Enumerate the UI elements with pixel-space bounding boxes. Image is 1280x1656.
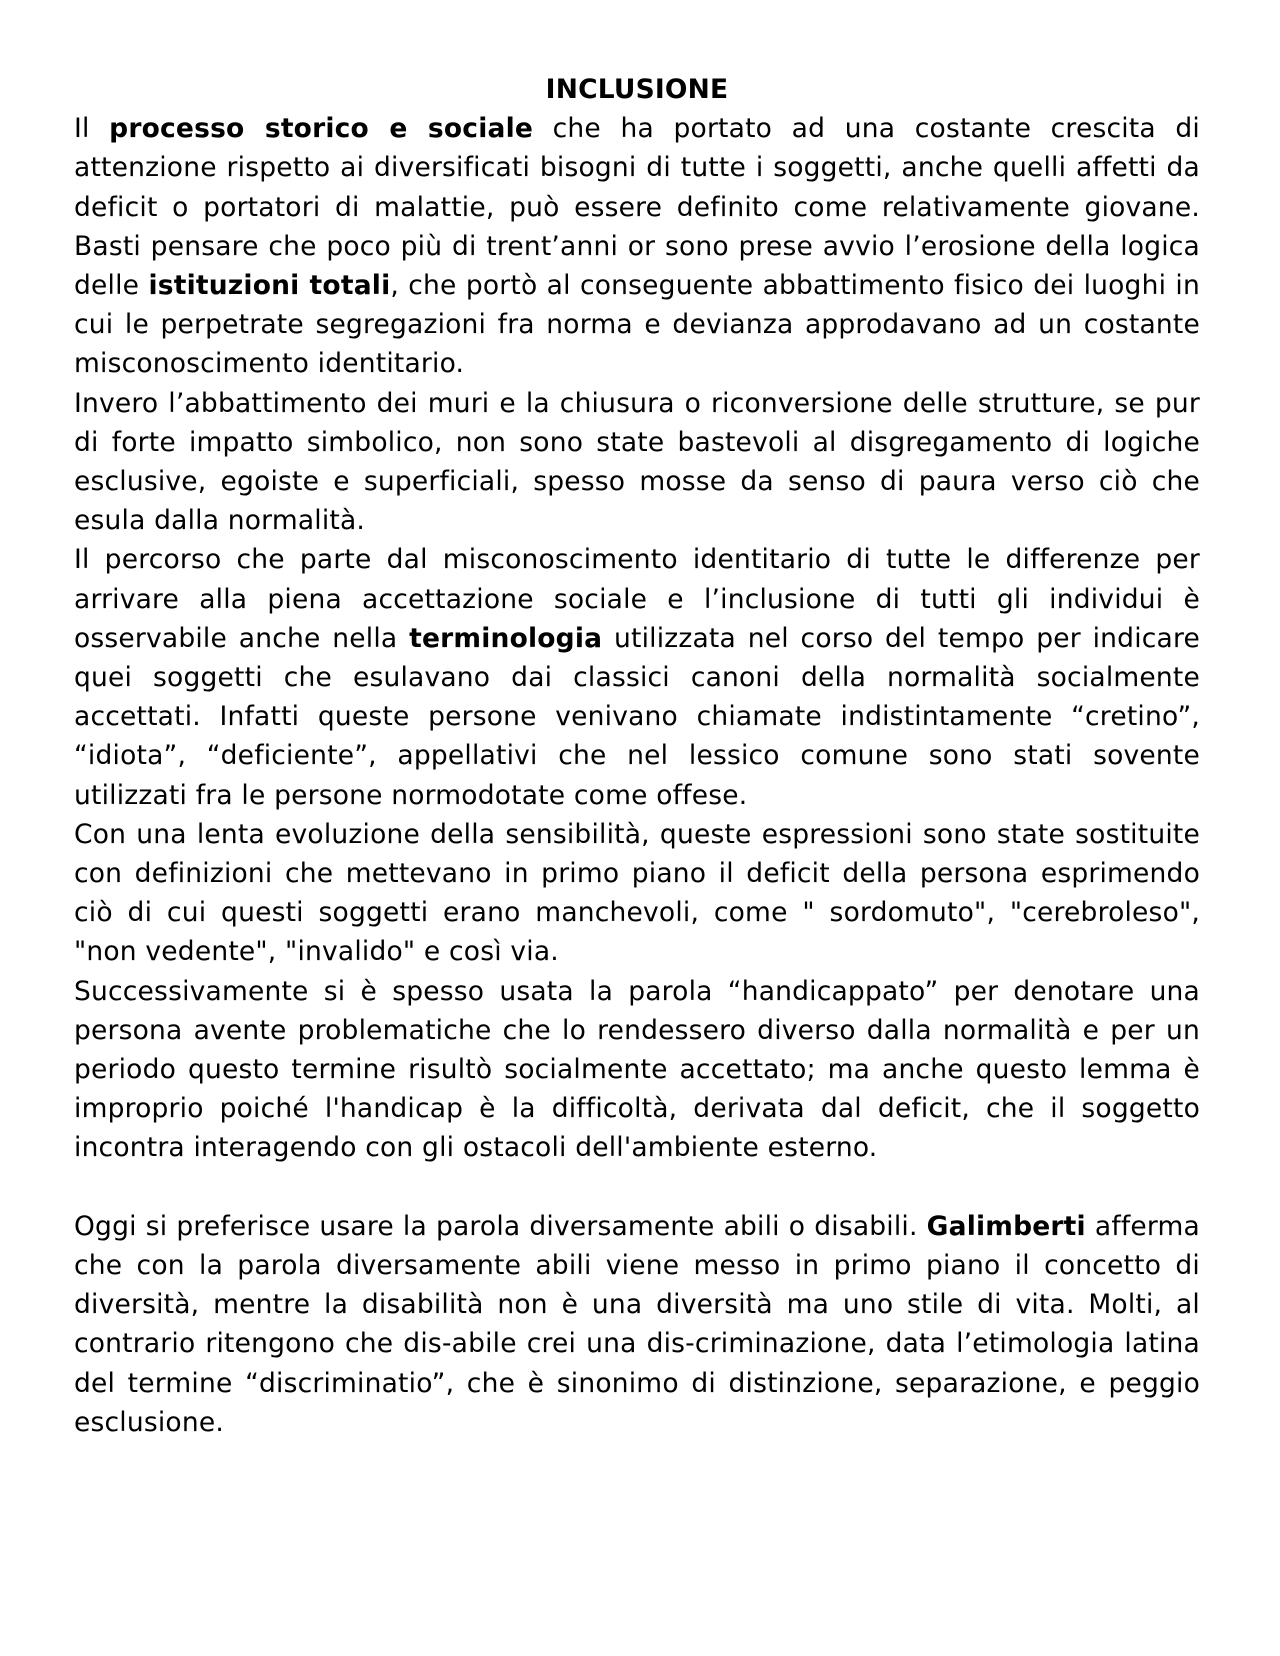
document-title: INCLUSIONE	[545, 74, 729, 105]
text-run: afferma che con la parola diversamente abili viene messo in primo piano il concetto di diversità, mentre la disabilità non è una diversità ma uno stile di vita. Molti, al contrario ritengono che dis-abile crei una dis-criminazione, data l’etimologia latina del termine “discriminatio”, che è sinonimo di distinzione, separazione, e peggio esclusione.	[74, 1210, 1200, 1438]
bold-term-terminologia: terminologia	[409, 622, 603, 654]
text-run: Il	[74, 113, 110, 145]
text-run: Invero l’abbattimento dei muri e la chiusura o riconversione delle strutture, se pur di forte impatto simbolico, non sono state bastevoli al disgregamento di logiche esclusive, egoiste e superficiali, spesso mosse da senso di paura verso ciò che esula dalla normalità.	[74, 387, 1200, 537]
text-run: Il percorso che parte dal misconoscimento identitario di tutte le differenze per arrivare alla piena accettazione sociale e l’inclusione di tutti gli individui è osservabile anche nella	[74, 544, 1200, 654]
blank-line	[74, 1168, 1200, 1207]
paragraph-6	[74, 1207, 1200, 1442]
text-run: Oggi si preferisce usare la parola diversamente abili o disabili.	[74, 1210, 927, 1242]
paragraph-5	[74, 972, 1200, 1168]
text-run: , che portò al conseguente abbattimento fisico dei luoghi in cui le perpetrate segregazioni fra norma e devianza approdavano ad un costante misconoscimento identitario.	[74, 270, 1200, 380]
bold-term-processo-storico: processo storico e sociale	[109, 113, 534, 145]
text-run: utilizzata nel corso del tempo per indicare quei soggetti che esulavano dai classici canoni della normalità socialmente accettati. Infatti queste persone venivano chiamate indistintamente “cretino”, “idiota”, “deficiente”, appellativi che nel lessico comune sono stati sovente utilizzati fra le persone normodotate come offese.	[74, 622, 1200, 811]
bold-term-galimberti: Galimberti	[926, 1210, 1086, 1242]
paragraph-1	[74, 109, 1200, 383]
bold-term-istituzioni-totali: istituzioni totali	[148, 270, 391, 302]
paragraph-3	[74, 540, 1200, 814]
text-run: Successivamente si è spesso usata la parola “handicappato” per denotare una persona avente problematiche che lo rendessero diverso dalla normalità e per un periodo questo termine risultò socialmente accettato; ma anche questo lemma è improprio poiché l'handicap è la difficoltà, derivata dal deficit, che il soggetto incontra interagendo con gli ostacoli dell'ambiente esterno.	[74, 975, 1200, 1164]
document-page	[74, 70, 1200, 1442]
text-run: che ha portato ad una costante crescita di attenzione rispetto ai diversificati bisogni di tutte i soggetti, anche quelli affetti da deficit o portatori di malattie, può essere definito come relativamente giovane. Basti pensare che poco più di trent’anni or sono prese avvio l’erosione della logica delle	[74, 113, 1200, 302]
text-run: Con una lenta evoluzione della sensibilità, queste espressioni sono state sostituite con definizioni che mettevano in primo piano il deficit della persona esprimendo ciò di cui questi soggetti erano manchevoli, come " sordomuto", "cerebroleso", "non vedente", "invalido" e così via.	[74, 818, 1200, 968]
paragraph-2	[74, 384, 1200, 541]
paragraph-4	[74, 815, 1200, 972]
